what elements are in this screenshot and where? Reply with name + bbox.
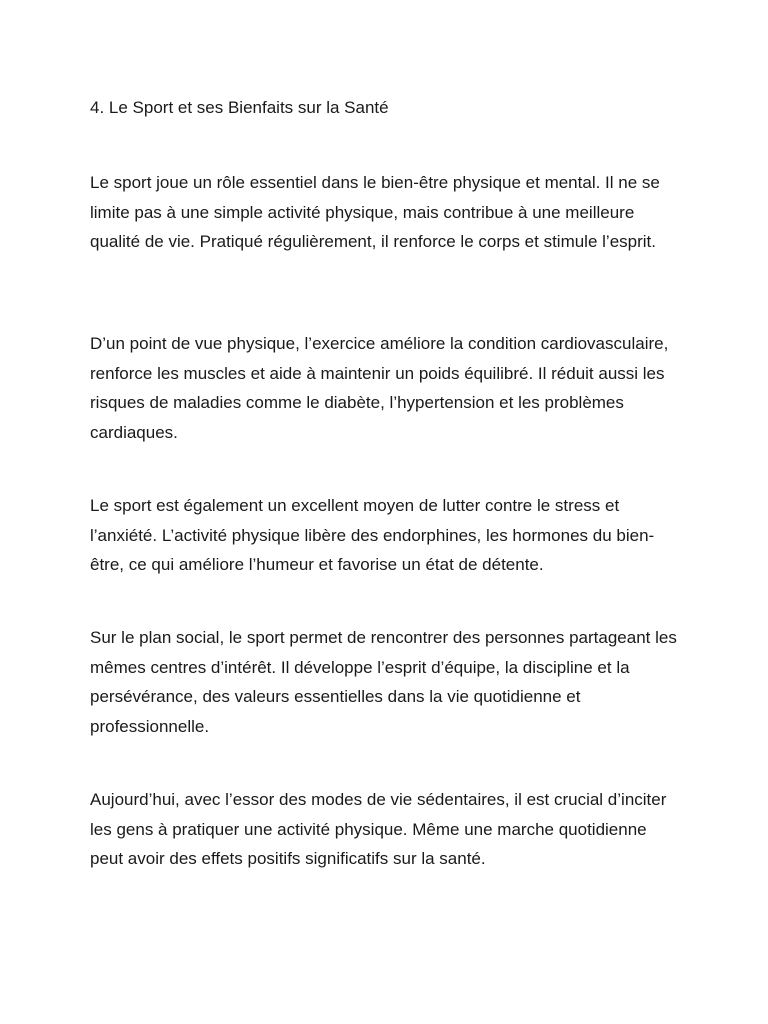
document-title: 4. Le Sport et ses Bienfaits sur la Santé <box>90 98 389 117</box>
paragraph-mental-benefits: Le sport est également un excellent moyen de lutter contre le stress et l’anxiété. L’activité physique libère des endorphines, les hormones du bien-être, ce qui améliore l’humeur et favorise un état de détente. <box>90 496 655 574</box>
paragraph-physical-benefits: D’un point de vue physique, l’exercice améliore la condition cardiovasculaire, renforce les muscles et aide à maintenir un poids équilibré. Il réduit aussi les risques de maladies comme le diabète, l’hypertension et les problèmes cardiaques. <box>90 334 669 442</box>
paragraph-intro: Le sport joue un rôle essentiel dans le bien-être physique et mental. Il ne se limite pas à une simple activité physique, mais contribue à une meilleure qualité de vie. Pratiqué régulièrement, il renforce le corps et stimule l’esprit. <box>90 173 660 251</box>
document-body <box>90 93 680 868</box>
paragraph-conclusion: Aujourd’hui, avec l’essor des modes de vie sédentaires, il est crucial d’inciter les gens à pratiquer une activité physique. Même une marche quotidienne peut avoir des effets positifs significatifs sur la santé. <box>90 790 667 868</box>
paragraph-social-benefits: Sur le plan social, le sport permet de rencontrer des personnes partageant les mêmes centres d’intérêt. Il développe l’esprit d’équipe, la discipline et la persévérance, des valeurs essentielles dans la vie quotidienne et professionnelle. <box>90 628 677 736</box>
